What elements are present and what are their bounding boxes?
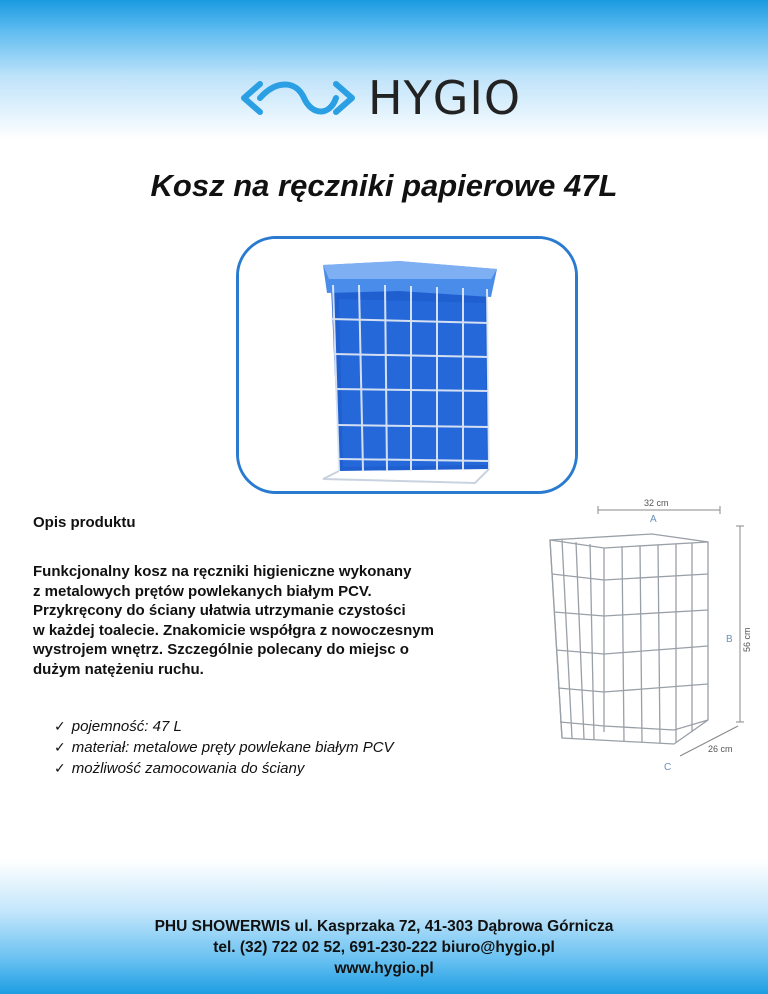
wave-logo-icon — [238, 78, 358, 118]
checkmark-icon: ✓ — [54, 760, 66, 776]
product-photo-frame — [236, 236, 578, 494]
description-line: Funkcjonalny kosz na ręczniki higieniczne wykonany — [33, 563, 412, 580]
dim-c-label: C — [664, 762, 672, 773]
product-photo — [239, 239, 575, 491]
feature-list — [54, 716, 394, 779]
dimension-diagram — [532, 494, 754, 784]
feature-text: materiał: metalowe pręty powlekane białym PCV — [71, 739, 394, 756]
dim-b-value: 56 cm — [742, 627, 752, 652]
brand-name: HYGIO — [368, 71, 522, 125]
description-line: dużym natężeniu ruchu. — [33, 660, 204, 678]
footer-contact — [0, 916, 768, 979]
dim-c-value: 26 cm — [708, 744, 733, 754]
description-line: Przykręcony do ściany ułatwia utrzymanie czystości — [33, 602, 406, 619]
footer-phone-email: tel. (32) 722 02 52, 691-230-222 biuro@hygio.pl — [213, 939, 555, 956]
dim-a-value: 32 cm — [644, 498, 669, 508]
page-title: Kosz na ręczniki papierowe 47L — [150, 168, 618, 203]
footer-website-link[interactable]: www.hygio.pl — [334, 960, 434, 977]
dim-a-label: A — [650, 514, 657, 525]
description-line: wystrojem wnętrz. Szczególnie polecany do miejsc o — [33, 641, 409, 658]
description-line: w każdej toalecie. Znakomicie współgra z nowoczesnym — [33, 621, 434, 639]
feature-item — [54, 758, 394, 779]
feature-item — [54, 716, 394, 737]
description-line: z metalowych prętów powlekanych białym PCV. — [33, 582, 372, 600]
brand-logo — [238, 70, 548, 126]
dim-b-label: B — [726, 634, 733, 645]
feature-text: możliwość zamocowania do ściany — [71, 760, 305, 777]
section-heading: Opis produktu — [33, 514, 136, 531]
checkmark-icon: ✓ — [54, 739, 66, 755]
feature-text: pojemność: 47 L — [71, 718, 182, 735]
footer-address: PHU SHOWERWIS ul. Kasprzaka 72, 41-303 Dąbrowa Górnicza — [154, 918, 614, 935]
feature-item — [54, 737, 394, 758]
checkmark-icon: ✓ — [54, 718, 66, 734]
product-description — [33, 562, 553, 679]
